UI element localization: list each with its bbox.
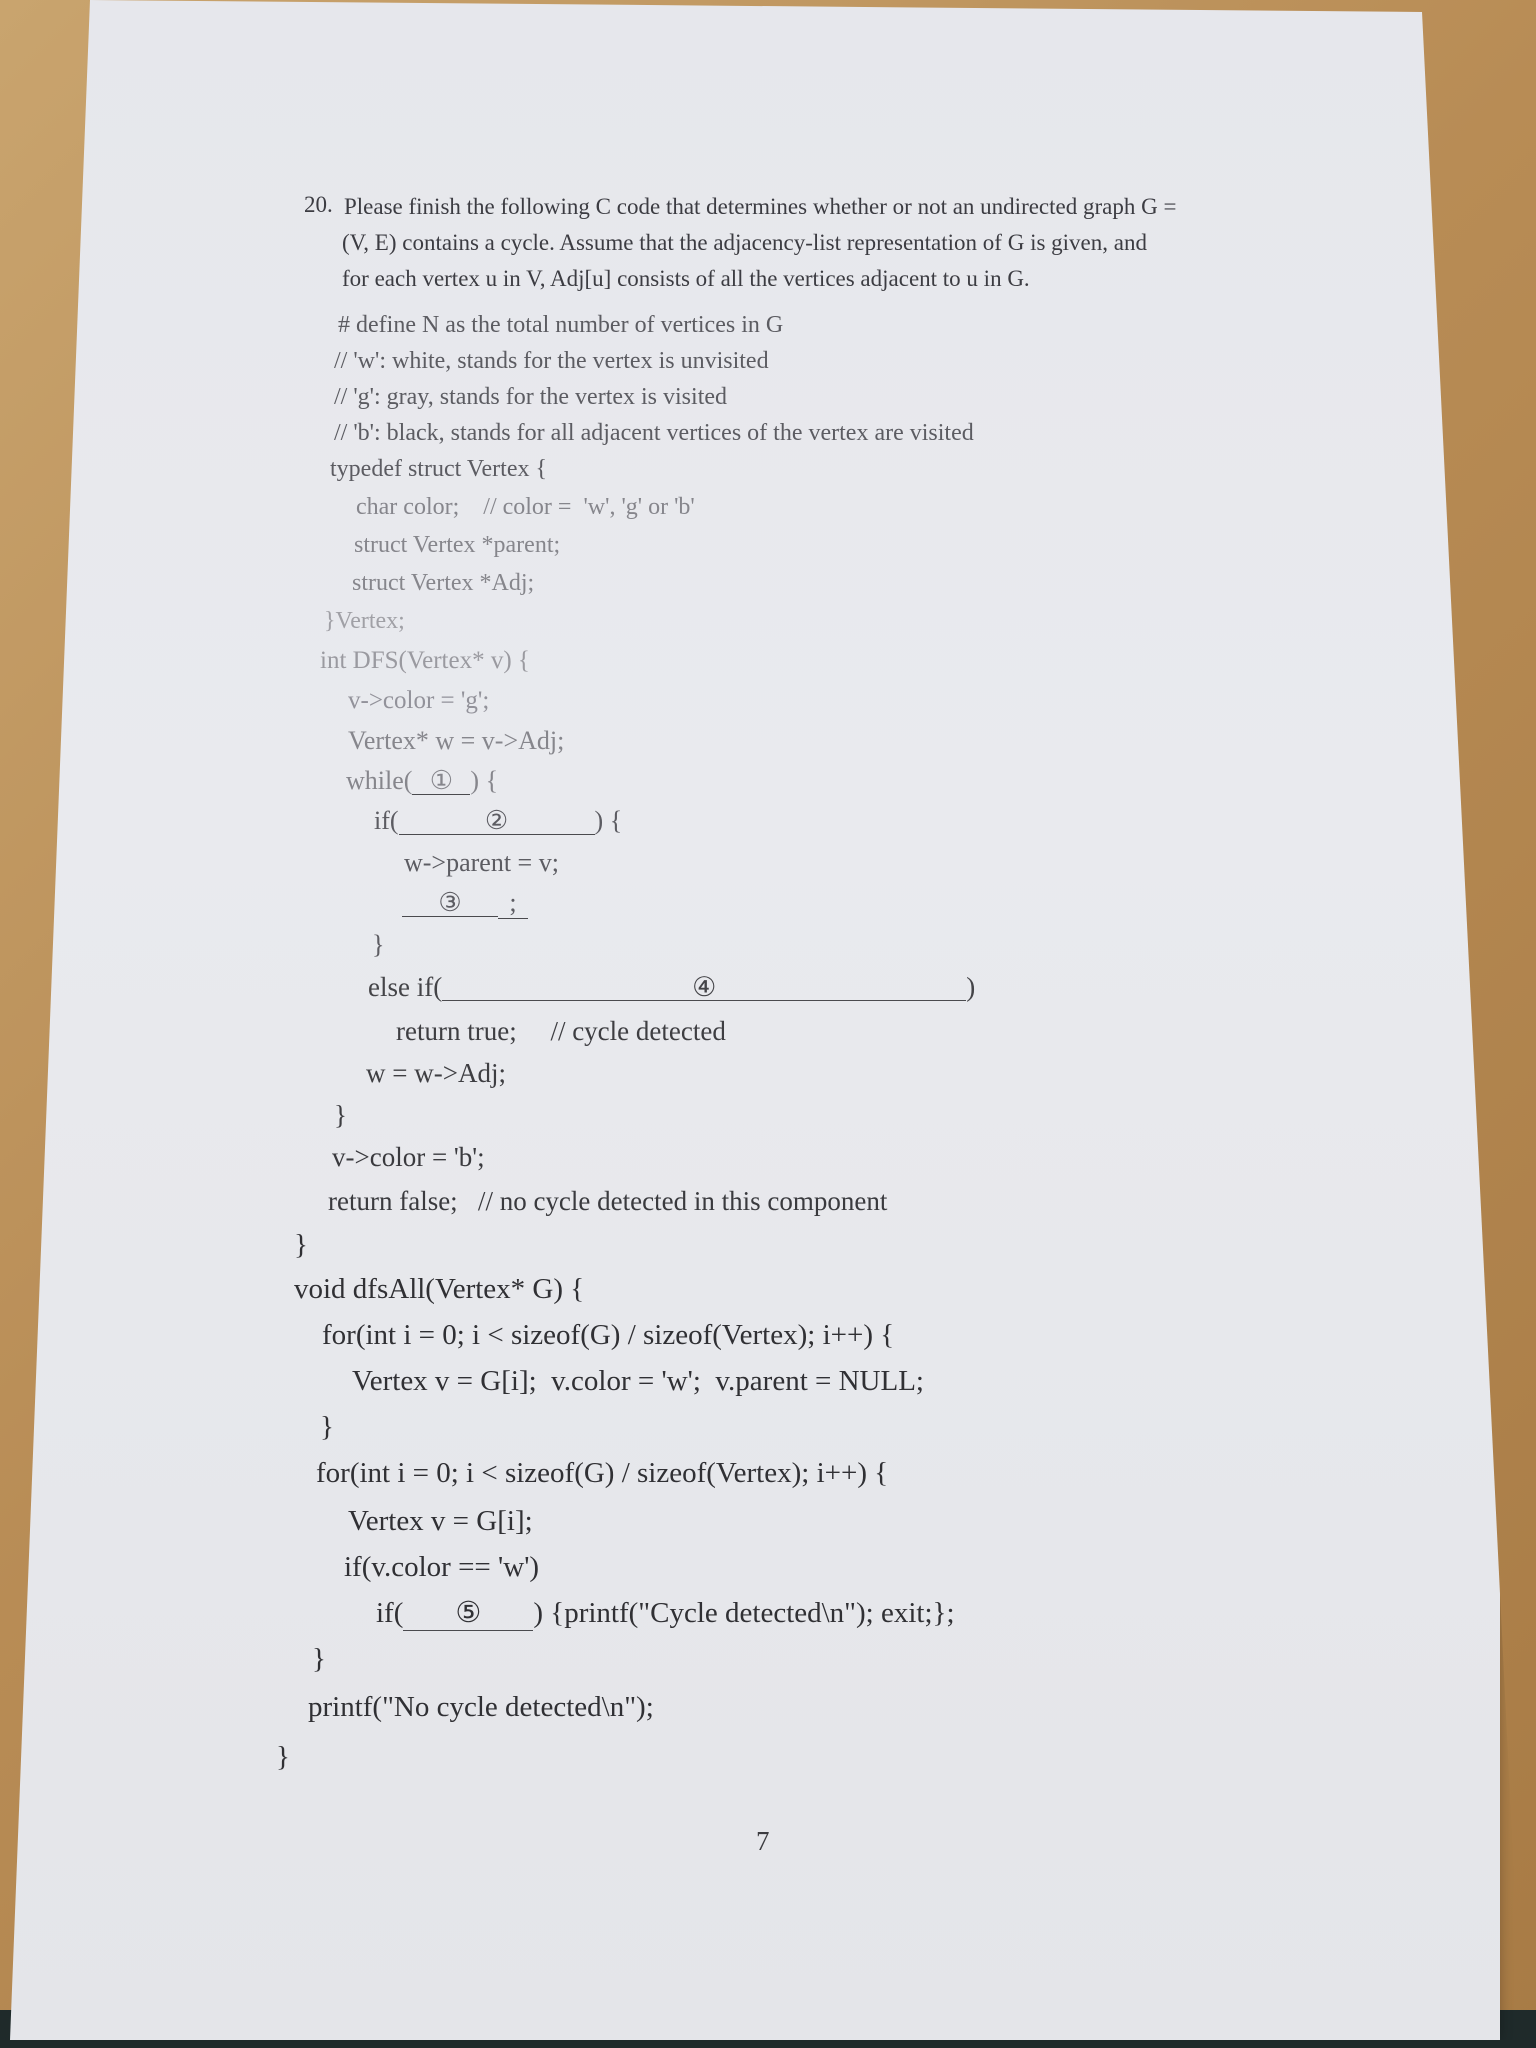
blank-1[interactable]: ①	[412, 766, 470, 795]
code-typedef-close: }Vertex;	[324, 608, 405, 634]
code-comment-white: // 'w': white, stands for the vertex is unvisited	[334, 348, 769, 374]
code-set-parent: w->parent = v;	[404, 848, 559, 877]
code-comment-black: // 'b': black, stands for all adjacent vertices of the vertex are visited	[334, 420, 974, 446]
code-return-false: return false; // no cycle detected in this component	[328, 1186, 888, 1216]
code-close-while: }	[334, 1100, 347, 1130]
code-close-dfsall: }	[276, 1741, 290, 1773]
code-if-line	[374, 806, 622, 836]
code-advance-w: w = w->Adj;	[366, 1058, 506, 1088]
if5-keyword: if(	[376, 1597, 404, 1629]
code-elseif-line	[368, 972, 975, 1002]
question-intro-line-3: for each vertex u in V, Adj[u] consists of all the vertices adjacent to u in G.	[342, 266, 1030, 291]
code-define: # define N as the total number of vertices in G	[338, 312, 784, 338]
statement-3-semicolon: ;	[498, 888, 528, 919]
code-if-5-line	[376, 1598, 955, 1631]
question-intro-line-1: Please finish the following C code that determines whether or not an undirected graph G =	[344, 194, 1177, 219]
code-for-loop-1: for(int i = 0; i < sizeof(G) / sizeof(Vertex); i++) {	[322, 1319, 895, 1351]
code-while-line	[346, 766, 498, 796]
code-close-if: }	[372, 930, 385, 959]
if-keyword: if(	[374, 806, 399, 835]
code-init-w: Vertex* w = v->Adj;	[348, 726, 565, 755]
question-number: 20.	[304, 192, 333, 217]
code-for-loop-2-body: Vertex v = G[i];	[348, 1505, 533, 1537]
while-close: ) {	[470, 766, 499, 795]
code-return-true: return true; // cycle detected	[396, 1016, 726, 1046]
if-close: ) {	[594, 806, 623, 835]
code-dfsall-signature: void dfsAll(Vertex* G) {	[294, 1273, 585, 1305]
code-field-adj: struct Vertex *Adj;	[352, 570, 535, 596]
blank-4[interactable]: ④	[442, 972, 966, 1001]
code-close-for-2: }	[312, 1643, 326, 1675]
code-field-parent: struct Vertex *parent;	[354, 532, 561, 558]
elseif-close: )	[966, 972, 976, 1002]
while-keyword: while(	[346, 766, 413, 795]
code-set-black: v->color = 'b';	[332, 1142, 485, 1172]
code-set-gray: v->color = 'g';	[348, 687, 490, 714]
code-field-color: char color; // color = 'w', 'g' or 'b'	[356, 494, 695, 520]
code-close-for-1: }	[320, 1411, 334, 1443]
code-close-dfs: }	[294, 1229, 308, 1261]
code-comment-gray: // 'g': gray, stands for the vertex is visited	[334, 384, 728, 410]
elseif-keyword: else if(	[368, 972, 443, 1002]
code-dfs-signature: int DFS(Vertex* v) {	[320, 647, 530, 674]
blank-5[interactable]: ⑤	[403, 1598, 533, 1631]
blank-3[interactable]: ③	[402, 888, 498, 917]
blank-2[interactable]: ②	[399, 806, 595, 835]
code-typedef-open: typedef struct Vertex {	[330, 456, 548, 482]
page-number: 7	[756, 1826, 770, 1856]
code-if-white: if(v.color == 'w')	[344, 1551, 540, 1583]
code-for-loop-1-body: Vertex v = G[i]; v.color = 'w'; v.parent = NULL;	[352, 1365, 924, 1397]
code-for-loop-2: for(int i = 0; i < sizeof(G) / sizeof(Vertex); i++) {	[316, 1457, 889, 1489]
question-intro-line-2: (V, E) contains a cycle. Assume that the adjacency-list representation of G is given, and	[342, 230, 1147, 255]
if5-body: ) {printf("Cycle detected\n"); exit;};	[533, 1597, 955, 1629]
code-statement-3	[402, 888, 528, 919]
code-printf-no-cycle: printf("No cycle detected\n");	[308, 1691, 654, 1723]
